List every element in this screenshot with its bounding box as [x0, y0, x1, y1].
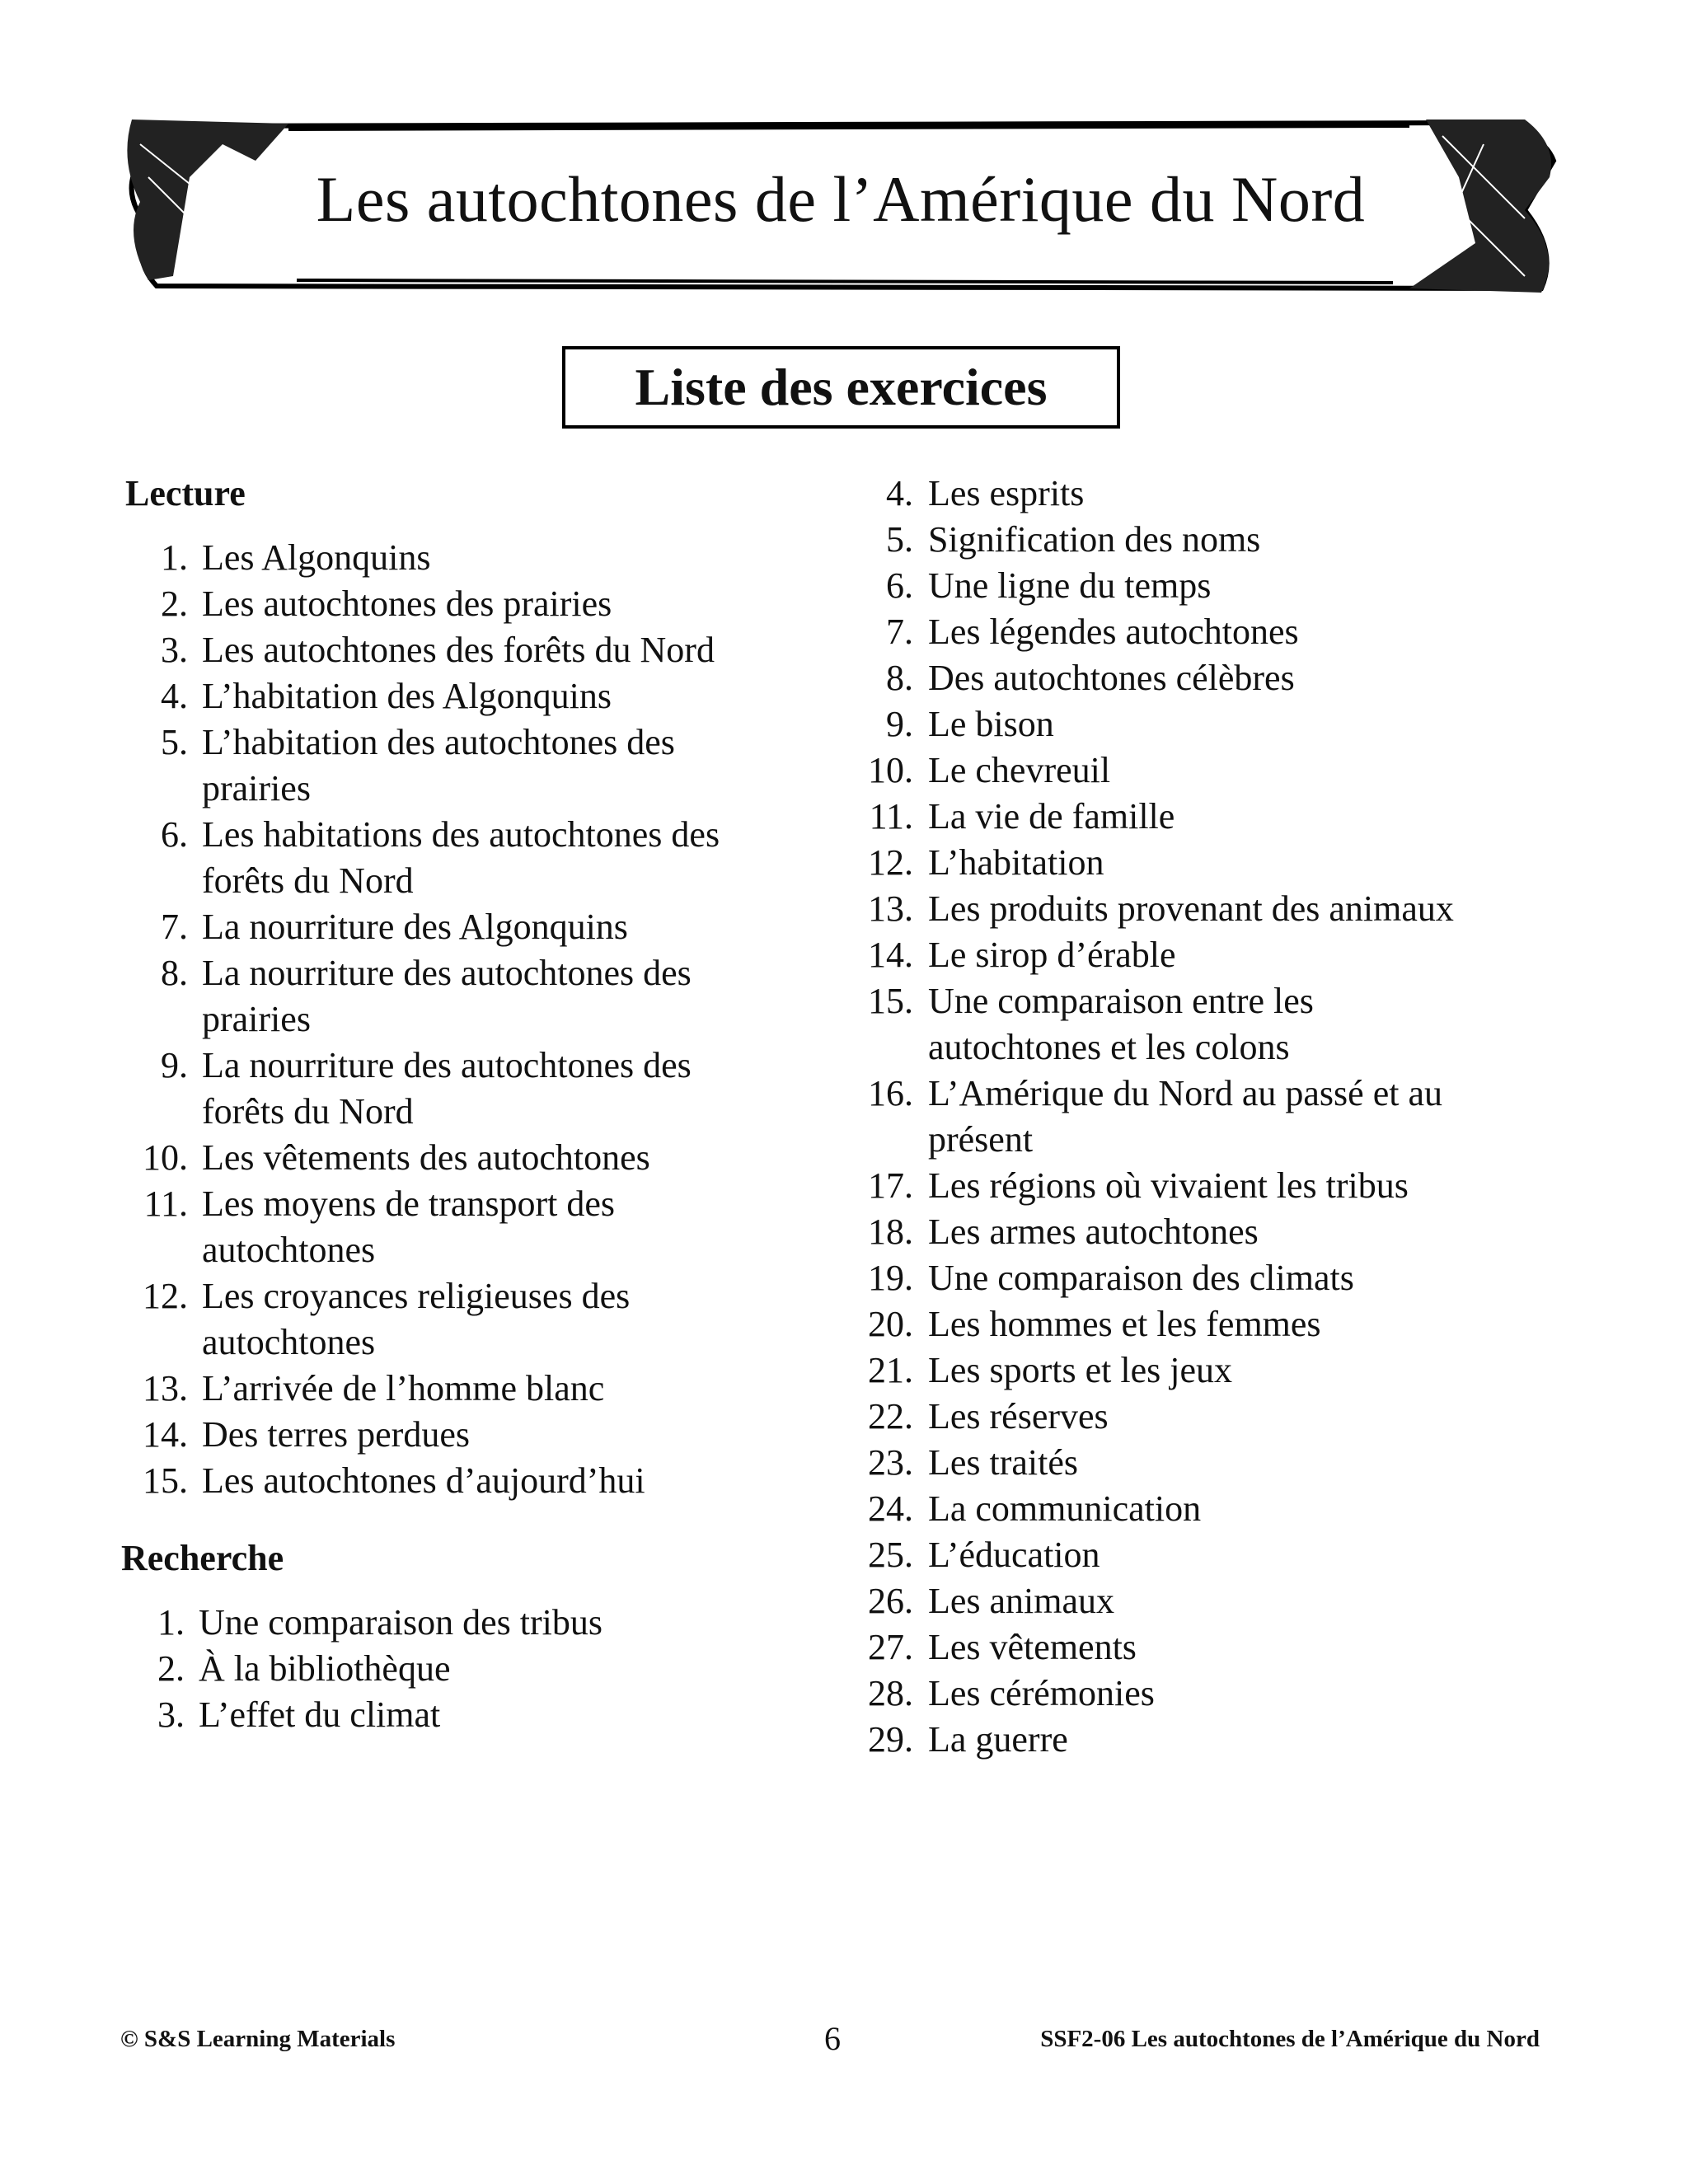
footer-product-title: SSF2-06 Les autochtones de l’Amérique du Nord [1040, 2026, 1540, 2052]
list-item [868, 1486, 1653, 1532]
item-text: autochtones et les colons [928, 1027, 1290, 1067]
item-number: 15. [143, 1460, 188, 1501]
item-number: 12. [143, 1276, 188, 1316]
item-text: Des terres perdues [202, 1414, 470, 1455]
item-number: 3. [157, 1694, 185, 1735]
item-text: L’habitation des Algonquins [202, 676, 612, 716]
item-number: 4. [161, 676, 188, 716]
title-banner [124, 111, 1558, 299]
item-text: Les armes autochtones [928, 1212, 1259, 1252]
item-number: 4. [886, 473, 913, 513]
item-text: Les réserves [928, 1396, 1109, 1436]
list-item [886, 609, 1653, 655]
item-text: L’éducation [928, 1535, 1100, 1575]
item-number: 12. [868, 842, 913, 883]
list-item [868, 1671, 1653, 1717]
item-text: présent [928, 1119, 1034, 1160]
item-text: Les autochtones d’aujourd’hui [202, 1460, 645, 1501]
item-number: 10. [868, 750, 913, 790]
item-number: 1. [161, 537, 188, 578]
list-item [868, 1347, 1653, 1394]
item-text: Le sirop d’érable [928, 935, 1176, 975]
list-item [868, 1163, 1653, 1209]
recherche-list [157, 1600, 834, 1738]
item-text: forêts du Nord [202, 860, 414, 901]
item-text: autochtones [202, 1230, 376, 1270]
item-number: 29. [868, 1719, 913, 1760]
list-item [161, 904, 834, 950]
list-item [868, 1255, 1653, 1301]
item-number: 6. [886, 565, 913, 606]
item-number: 5. [886, 519, 913, 560]
list-item [868, 1624, 1653, 1671]
item-text: Les vêtements des autochtones [202, 1137, 650, 1178]
list-item [868, 1532, 1653, 1578]
item-text: La nourriture des autochtones des [202, 1045, 692, 1085]
list-item [143, 1135, 834, 1181]
item-text: Les légendes autochtones [928, 612, 1299, 652]
item-text: Les hommes et les femmes [928, 1304, 1321, 1344]
page-title: Les autochtones de l’Amérique du Nord [316, 163, 1366, 235]
item-text: Les habitations des autochtones des [202, 814, 720, 855]
item-number: 11. [869, 796, 913, 837]
item-text: Une comparaison des climats [928, 1258, 1354, 1298]
item-number: 24. [868, 1488, 913, 1529]
list-item [161, 719, 834, 812]
item-text: Signification des noms [928, 519, 1261, 560]
column-left [121, 471, 834, 1738]
list-item [868, 1717, 1653, 1763]
item-number: 11. [143, 1183, 188, 1224]
list-item [868, 932, 1653, 978]
item-number: 7. [161, 907, 188, 947]
item-number: 1. [157, 1602, 185, 1643]
item-number: 17. [868, 1165, 913, 1206]
item-number: 9. [161, 1045, 188, 1085]
item-number: 26. [868, 1581, 913, 1621]
list-item [868, 1071, 1653, 1163]
item-number: 16. [868, 1073, 913, 1113]
item-number: 2. [161, 583, 188, 624]
item-text: Une comparaison entre les [928, 981, 1314, 1021]
footer-copyright: © S&S Learning Materials [120, 2026, 396, 2052]
item-text: L’habitation des autochtones des [202, 722, 675, 762]
item-text: La nourriture des autochtones des [202, 953, 692, 993]
item-number: 18. [868, 1212, 913, 1252]
item-text: Le bison [928, 704, 1054, 744]
list-item [161, 950, 834, 1043]
list-item [886, 471, 1653, 517]
list-item [143, 1458, 834, 1504]
item-text: autochtones [202, 1322, 376, 1362]
item-text: Une ligne du temps [928, 565, 1212, 606]
lecture-list [143, 535, 834, 1504]
item-number: 14. [143, 1414, 188, 1455]
list-item [868, 840, 1653, 886]
list-item [157, 1692, 834, 1738]
item-number: 3. [161, 630, 188, 670]
recherche-heading: Recherche [121, 1538, 284, 1578]
list-item [868, 748, 1653, 794]
list-item [157, 1646, 834, 1692]
item-text: La communication [928, 1488, 1202, 1529]
list-item [869, 794, 1653, 840]
list-item [143, 1366, 834, 1412]
item-text: L’habitation [928, 842, 1104, 883]
item-text: Des autochtones célèbres [928, 658, 1295, 698]
item-number: 27. [868, 1627, 913, 1667]
list-item [868, 1394, 1653, 1440]
item-number: 8. [886, 658, 913, 698]
item-text: Les autochtones des prairies [202, 583, 612, 624]
list-item [868, 1440, 1653, 1486]
item-text: forêts du Nord [202, 1091, 414, 1132]
section-title-box: Liste des exercices [562, 346, 1120, 429]
item-text: Les régions où vivaient les tribus [928, 1165, 1409, 1206]
list-item [868, 978, 1653, 1071]
list-item [886, 563, 1653, 609]
list-item [143, 1273, 834, 1366]
list-item [868, 886, 1653, 932]
list-item [868, 1578, 1653, 1624]
item-number: 15. [868, 981, 913, 1021]
item-number: 21. [868, 1350, 913, 1390]
item-number: 8. [161, 953, 188, 993]
item-number: 5. [161, 722, 188, 762]
list-item [143, 1412, 834, 1458]
item-text: Les croyances religieuses des [202, 1276, 631, 1316]
item-number: 9. [886, 704, 913, 744]
item-text: L’arrivée de l’homme blanc [202, 1368, 605, 1408]
recherche-list-continued [868, 471, 1653, 1763]
list-item [886, 701, 1653, 748]
item-text: Les moyens de transport des [202, 1183, 615, 1224]
item-text: La vie de famille [928, 796, 1175, 837]
lecture-heading: Lecture [125, 473, 246, 513]
item-number: 2. [157, 1648, 185, 1689]
item-text: Une comparaison des tribus [199, 1602, 603, 1643]
list-item [161, 1043, 834, 1135]
column-right [868, 471, 1653, 1763]
page-number: 6 [824, 2020, 841, 2057]
list-item [868, 1209, 1653, 1255]
item-text: Les sports et les jeux [928, 1350, 1233, 1390]
item-text: Le chevreuil [928, 750, 1111, 790]
item-text: Les cérémonies [928, 1673, 1155, 1713]
list-item [161, 581, 834, 627]
item-number: 20. [868, 1304, 913, 1344]
item-text: L’Amérique du Nord au passé et au [928, 1073, 1442, 1113]
item-number: 28. [868, 1673, 913, 1713]
list-item [868, 1301, 1653, 1347]
item-number: 14. [868, 935, 913, 975]
item-text: prairies [202, 999, 311, 1039]
item-text: Les Algonquins [202, 537, 431, 578]
item-text: L’effet du climat [199, 1694, 441, 1735]
list-item [886, 517, 1653, 563]
list-item [157, 1600, 834, 1646]
list-item [143, 1181, 834, 1273]
item-text: Les esprits [928, 473, 1085, 513]
item-number: 10. [143, 1137, 188, 1178]
list-item [161, 812, 834, 904]
item-text: La guerre [928, 1719, 1068, 1760]
list-item [161, 673, 834, 719]
item-text: Les vêtements [928, 1627, 1137, 1667]
list-item [161, 627, 834, 673]
list-item [161, 535, 834, 581]
item-number: 23. [868, 1442, 913, 1483]
item-text: Les autochtones des forêts du Nord [202, 630, 715, 670]
item-number: 7. [886, 612, 913, 652]
item-number: 22. [868, 1396, 913, 1436]
item-text: prairies [202, 768, 311, 808]
item-text: Les traités [928, 1442, 1079, 1483]
item-number: 19. [868, 1258, 913, 1298]
list-item [886, 655, 1653, 701]
item-number: 6. [161, 814, 188, 855]
item-text: Les animaux [928, 1581, 1115, 1621]
item-number: 13. [143, 1368, 188, 1408]
item-text: Les produits provenant des animaux [928, 888, 1454, 929]
item-text: À la bibliothèque [199, 1648, 451, 1689]
item-number: 13. [868, 888, 913, 929]
item-number: 25. [868, 1535, 913, 1575]
item-text: La nourriture des Algonquins [202, 907, 628, 947]
